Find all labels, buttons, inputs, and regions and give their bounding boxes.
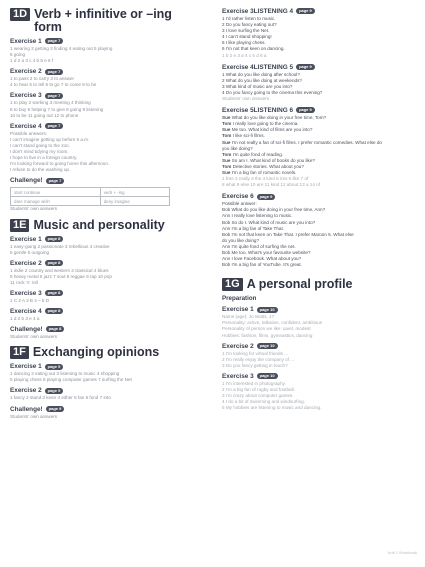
exercise-heading <box>10 290 205 298</box>
answer-line: 3 Do you fancy getting in touch? <box>222 362 288 368</box>
exercise-heading <box>222 107 418 115</box>
answer-line: 2 Do you fancy eating out? <box>222 22 277 28</box>
answer-line: I refuse to do the washing up. <box>10 167 71 173</box>
page-ref-badge: page 7 <box>45 69 64 75</box>
answer-line: Students' own answers <box>10 206 58 212</box>
page-ref-badge: page 7 <box>45 38 64 44</box>
answer-line: 11 rock 'n' roll <box>10 279 38 285</box>
answer-line: Bob So do I. What kind of music are you into? <box>222 219 316 225</box>
exercise-heading <box>10 387 205 395</box>
answer-line: Students' own answers <box>222 96 270 102</box>
exercise-heading <box>10 68 205 76</box>
exercise-title: Exercise 2 <box>222 342 254 350</box>
speaker-name: Tom <box>222 133 232 139</box>
unit-title-line: Verb + infinitive or –ing <box>34 7 172 21</box>
answer-line: 5 heavy metal 6 jazz 7 soul 8 reggae 9 rap 10 pop <box>10 273 112 279</box>
answer-line: 6 I'm not that keen on dancing. <box>222 46 285 52</box>
exercise-title: Exercise 4 <box>10 122 42 130</box>
speaker-name: Tom <box>222 163 232 169</box>
dialogue-text: What do you like doing in your free time, Tom? <box>231 115 327 121</box>
exercise-heading <box>10 406 205 414</box>
exercise-heading <box>10 92 205 100</box>
answer-line: 4 Do you fancy going to the cinema this evening? <box>222 89 323 95</box>
exercise-title: Exercise 2 <box>10 68 42 76</box>
page-ref-badge: page 8 <box>45 308 64 314</box>
answer-line: I don't mind tidying my room. <box>10 149 69 155</box>
answer-line: Students' own answers <box>10 413 58 419</box>
page-ref-badge: page 9 <box>296 107 315 113</box>
table-row <box>11 188 170 197</box>
answer-line: I'm looking forward to going home this afternoon. <box>10 161 110 167</box>
answer-line: 1 easy-going 2 passionate 3 rebellious 4 creative <box>10 243 110 249</box>
speaker-name: Sue <box>222 169 231 175</box>
exercise-heading <box>10 123 205 131</box>
exercise-title: Exercise 4 <box>222 63 254 71</box>
exercise-heading <box>10 38 205 46</box>
answer-line: 1 to pass 2 to carry 3 to answer <box>10 76 75 82</box>
page-ref-badge: page 10 <box>257 373 278 379</box>
exercise-title: Exercise 5 <box>222 107 254 115</box>
page-ref-badge: page 7 <box>45 93 64 99</box>
answer-line: 1 I'd rather listen to music. <box>222 16 276 21</box>
answer-line: 5 My hobbies are listening to music and dancing. <box>222 405 322 411</box>
speaker-name: Sue <box>222 115 231 121</box>
dialogue-text: I'm not really a fan of sci‑fi films. I prefer romantic comedies. What else do <box>231 139 382 145</box>
unit-title <box>34 8 172 34</box>
unit-title-line: Exchanging opinions <box>32 345 160 360</box>
page-ref-badge: page 7 <box>46 178 65 184</box>
answer-line: 5 to buy 6 helping 7 to give 8 going 9 listening <box>10 106 104 112</box>
page-ref-badge: page 10 <box>257 307 278 313</box>
table-cell: deny imagine <box>100 197 169 206</box>
speaker-name: Sue <box>222 157 231 163</box>
answer-line: Bob I'm not that keen on Take That. I prefer Maroon 5. What else <box>222 231 354 237</box>
answer-line: I can't stand going to the zoo. <box>10 142 70 148</box>
exercise-title: Exercise 3 <box>222 372 254 380</box>
speaker-name: Tom <box>222 151 232 157</box>
answer-line: 1 free 2 really 3 the 4 kind 5 into 6 like 7 of <box>222 176 309 182</box>
answer-line: Bob I'm a big fan of YouTube. It's great. <box>222 262 302 268</box>
exercise-title: Challenge! <box>10 177 43 185</box>
answer-line: 5 playing chess 6 playing computer games 7 surfing the Net <box>10 377 132 383</box>
answer-line: 1 fancy 2 stand 3 keen 4 either 5 fan 6 fond 7 into <box>10 395 111 401</box>
answer-line: Hobbies: fashion, films, gymnastics, dancing <box>222 332 313 338</box>
answer-line: Ann I'm a big fan of Take That. <box>222 225 284 231</box>
unit-title <box>33 346 159 359</box>
dialogue-text: I really love going to the cinema. <box>232 121 299 127</box>
answer-line: Name (age): Jo Watts, 17 <box>222 314 275 320</box>
exercise-heading <box>10 236 205 244</box>
answer-line: Bob Me too. What's your favourite website? <box>222 250 311 255</box>
table-cell: start continue <box>11 188 101 197</box>
answer-line: 4 I can't stand shopping! <box>222 34 272 40</box>
answer-line: 2 What do you like doing at weekends? <box>222 77 302 83</box>
answer-line: 2 I'm a big fan of rugby and football. <box>222 387 295 393</box>
answer-line: 1 to play 2 working 3 meeting 4 thinking <box>10 100 91 106</box>
dialogue-text: I'm quite fond of reading. <box>232 151 284 157</box>
exercise-title: Exercise 2 <box>10 387 42 395</box>
answer-line: Possible answers: <box>10 130 48 136</box>
exercise-title: Exercise 3 <box>10 289 42 297</box>
answer-line: Personality: active, talkative, confident, ambitious <box>222 320 323 326</box>
unit-number-badge: 1G <box>222 278 243 291</box>
page-ref-badge: page 8 <box>46 326 65 332</box>
listening-label: LISTENING 4 <box>253 8 294 15</box>
section-heading: Preparation <box>222 295 257 303</box>
dialogue-text: Me too. What kind of films are you into? <box>231 127 313 133</box>
unit-number-badge: 1D <box>10 8 30 21</box>
answer-line: I hope to live in a foreign country. <box>10 155 78 161</box>
answer-line: 5 gentle 6 outgoing <box>10 249 50 255</box>
answer-line: Ann I really love listening to music. <box>222 213 293 219</box>
page-ref-badge: page 9 <box>296 8 315 14</box>
unit-header <box>10 219 205 232</box>
answer-line: 3 I'm crazy about computer games. <box>222 393 294 399</box>
left-column <box>10 8 205 420</box>
table-cell: dare manage wish <box>11 197 101 206</box>
listening-label: LISTENING 6 <box>253 107 294 115</box>
answer-line: 1 d 2 a 3 c 4 b 5 e 6 f <box>10 58 54 64</box>
dialogue-text: Detective stories. What about you? <box>232 163 304 169</box>
answer-line: 1 wearing 2 getting 3 finding 4 eating out 5 playing <box>10 46 113 51</box>
answer-line: 2 I'm really enjoy the company of ... <box>222 356 295 362</box>
unit-title <box>33 219 164 232</box>
speaker-name: Sue <box>222 127 231 133</box>
page-ref-badge: page 8 <box>45 260 64 266</box>
answer-line: I can't imagine getting up before 6 a.m. <box>10 136 90 142</box>
answer-line: 10 to be 11 going out 12 to phone <box>10 112 79 118</box>
exercise-title: Exercise 1 <box>222 306 254 314</box>
answer-line: 1 What do you like doing after school? <box>222 71 300 77</box>
page-ref-badge: page 8 <box>45 290 64 296</box>
right-column <box>222 8 418 411</box>
answer-line: 1 I'm interested in photography. <box>222 380 286 386</box>
exercise-title: Exercise 1 <box>10 38 42 45</box>
page-ref-badge: page 8 <box>45 236 64 242</box>
dialogue-text: I'm a big fan of romantic novels. <box>231 169 297 175</box>
page-ref-badge: page 9 <box>45 364 64 370</box>
table-cell: verb + ‑ing <box>100 188 169 197</box>
exercise-heading <box>222 306 418 314</box>
exercise-heading <box>222 373 418 381</box>
exercise-title: Exercise 2 <box>10 259 42 267</box>
answer-line: 6 going <box>10 52 26 58</box>
answer-line: 1 dancing 2 eating out 3 listening to music 4 shopping <box>10 371 120 377</box>
exercise-heading <box>222 193 418 201</box>
exercise-title: Exercise 1 <box>10 235 42 243</box>
answer-line: 3 I love surfing the Net. <box>222 28 270 34</box>
unit-header <box>10 346 205 359</box>
answer-line: Students' own answers <box>10 334 58 340</box>
exercise-title: Challenge! <box>10 326 43 334</box>
answer-line: 1 indie 2 country and western 3 classical 4 blues <box>10 267 109 273</box>
unit-header <box>222 278 418 291</box>
answer-line: Ann I'm quite fond of surfing the net. <box>222 243 296 249</box>
dialogue-text: So am I. What kind of books do you like? <box>231 157 315 163</box>
answer-line: Bob What do you like doing in your free time, Ann? <box>222 207 326 213</box>
exercise-title: Exercise 4 <box>10 308 42 316</box>
table-row <box>11 197 170 206</box>
exercise-title: Exercise 3 <box>222 8 254 15</box>
answer-line: 4 I do a bit of swimming and windsurfing. <box>222 399 305 405</box>
answer-line: 1 b 2 e 3 a 4 c 5 d 6 a <box>222 52 267 58</box>
answer-line: 5 I like playing chess. <box>222 40 266 46</box>
exercise-heading <box>10 326 205 334</box>
unit-title-line: Music and personality <box>33 217 165 232</box>
answer-line: Personality of person we like: quiet, modest <box>222 326 311 332</box>
dialogue-text: you like doing? <box>222 145 253 151</box>
page-ref-badge: page 9 <box>45 388 64 394</box>
answer-line: 1 d 2 b 3 e 4 a <box>10 316 40 322</box>
answer-line: 1 C 2 A 3 B 4 – 5 D <box>10 297 50 303</box>
exercise-title: Exercise 3 <box>10 92 42 100</box>
answer-line: 4 to hear 5 to tell 6 to go 7 to come 8 to be <box>10 82 97 88</box>
exercise-heading <box>222 8 418 16</box>
unit-number-badge: 1F <box>10 346 29 359</box>
exercise-heading <box>10 260 205 268</box>
page-ref-badge: page 9 <box>46 406 65 412</box>
dialogue-text: I like sci‑fi films. <box>232 133 265 139</box>
exercise-title: Challenge! <box>10 405 43 413</box>
page-ref-badge: page 10 <box>257 343 278 349</box>
exercise-heading <box>10 308 205 316</box>
unit-title: A personal profile <box>246 277 353 292</box>
challenge-table <box>10 187 170 206</box>
page-ref-badge: page 9 <box>257 194 276 200</box>
exercise-heading <box>10 363 205 371</box>
unit-title-line: form <box>34 20 62 34</box>
speaker-name: Sue <box>222 139 231 145</box>
speaker-name: Tom <box>222 121 232 127</box>
answer-line: 3 What kind of music are you into? <box>222 83 293 89</box>
page-ref-badge: page 9 <box>296 64 315 70</box>
exercise-title: Exercise 1 <box>10 363 42 371</box>
exercise-heading <box>222 64 418 72</box>
exercise-title: Exercise 6 <box>222 193 254 201</box>
answer-line: 8 what 9 else 10 are 11 kind 12 about 13 a 14 of <box>222 182 320 188</box>
unit-number-badge: 1E <box>10 219 29 232</box>
exercise-heading <box>222 343 418 351</box>
page-ref-badge: page 7 <box>45 123 64 129</box>
listening-label: LISTENING 5 <box>253 63 294 71</box>
unit-header <box>10 8 205 34</box>
answer-line: 1 I'm looking for virtual friends ... <box>222 350 288 356</box>
exercise-heading <box>10 177 205 185</box>
answer-line: Ann I love Facebook. What about you? <box>222 256 302 262</box>
answer-line: Possible answer: <box>222 201 257 207</box>
footer-note: Unit 1 Workbook <box>387 550 417 555</box>
answer-line: do you like doing? <box>222 237 260 243</box>
